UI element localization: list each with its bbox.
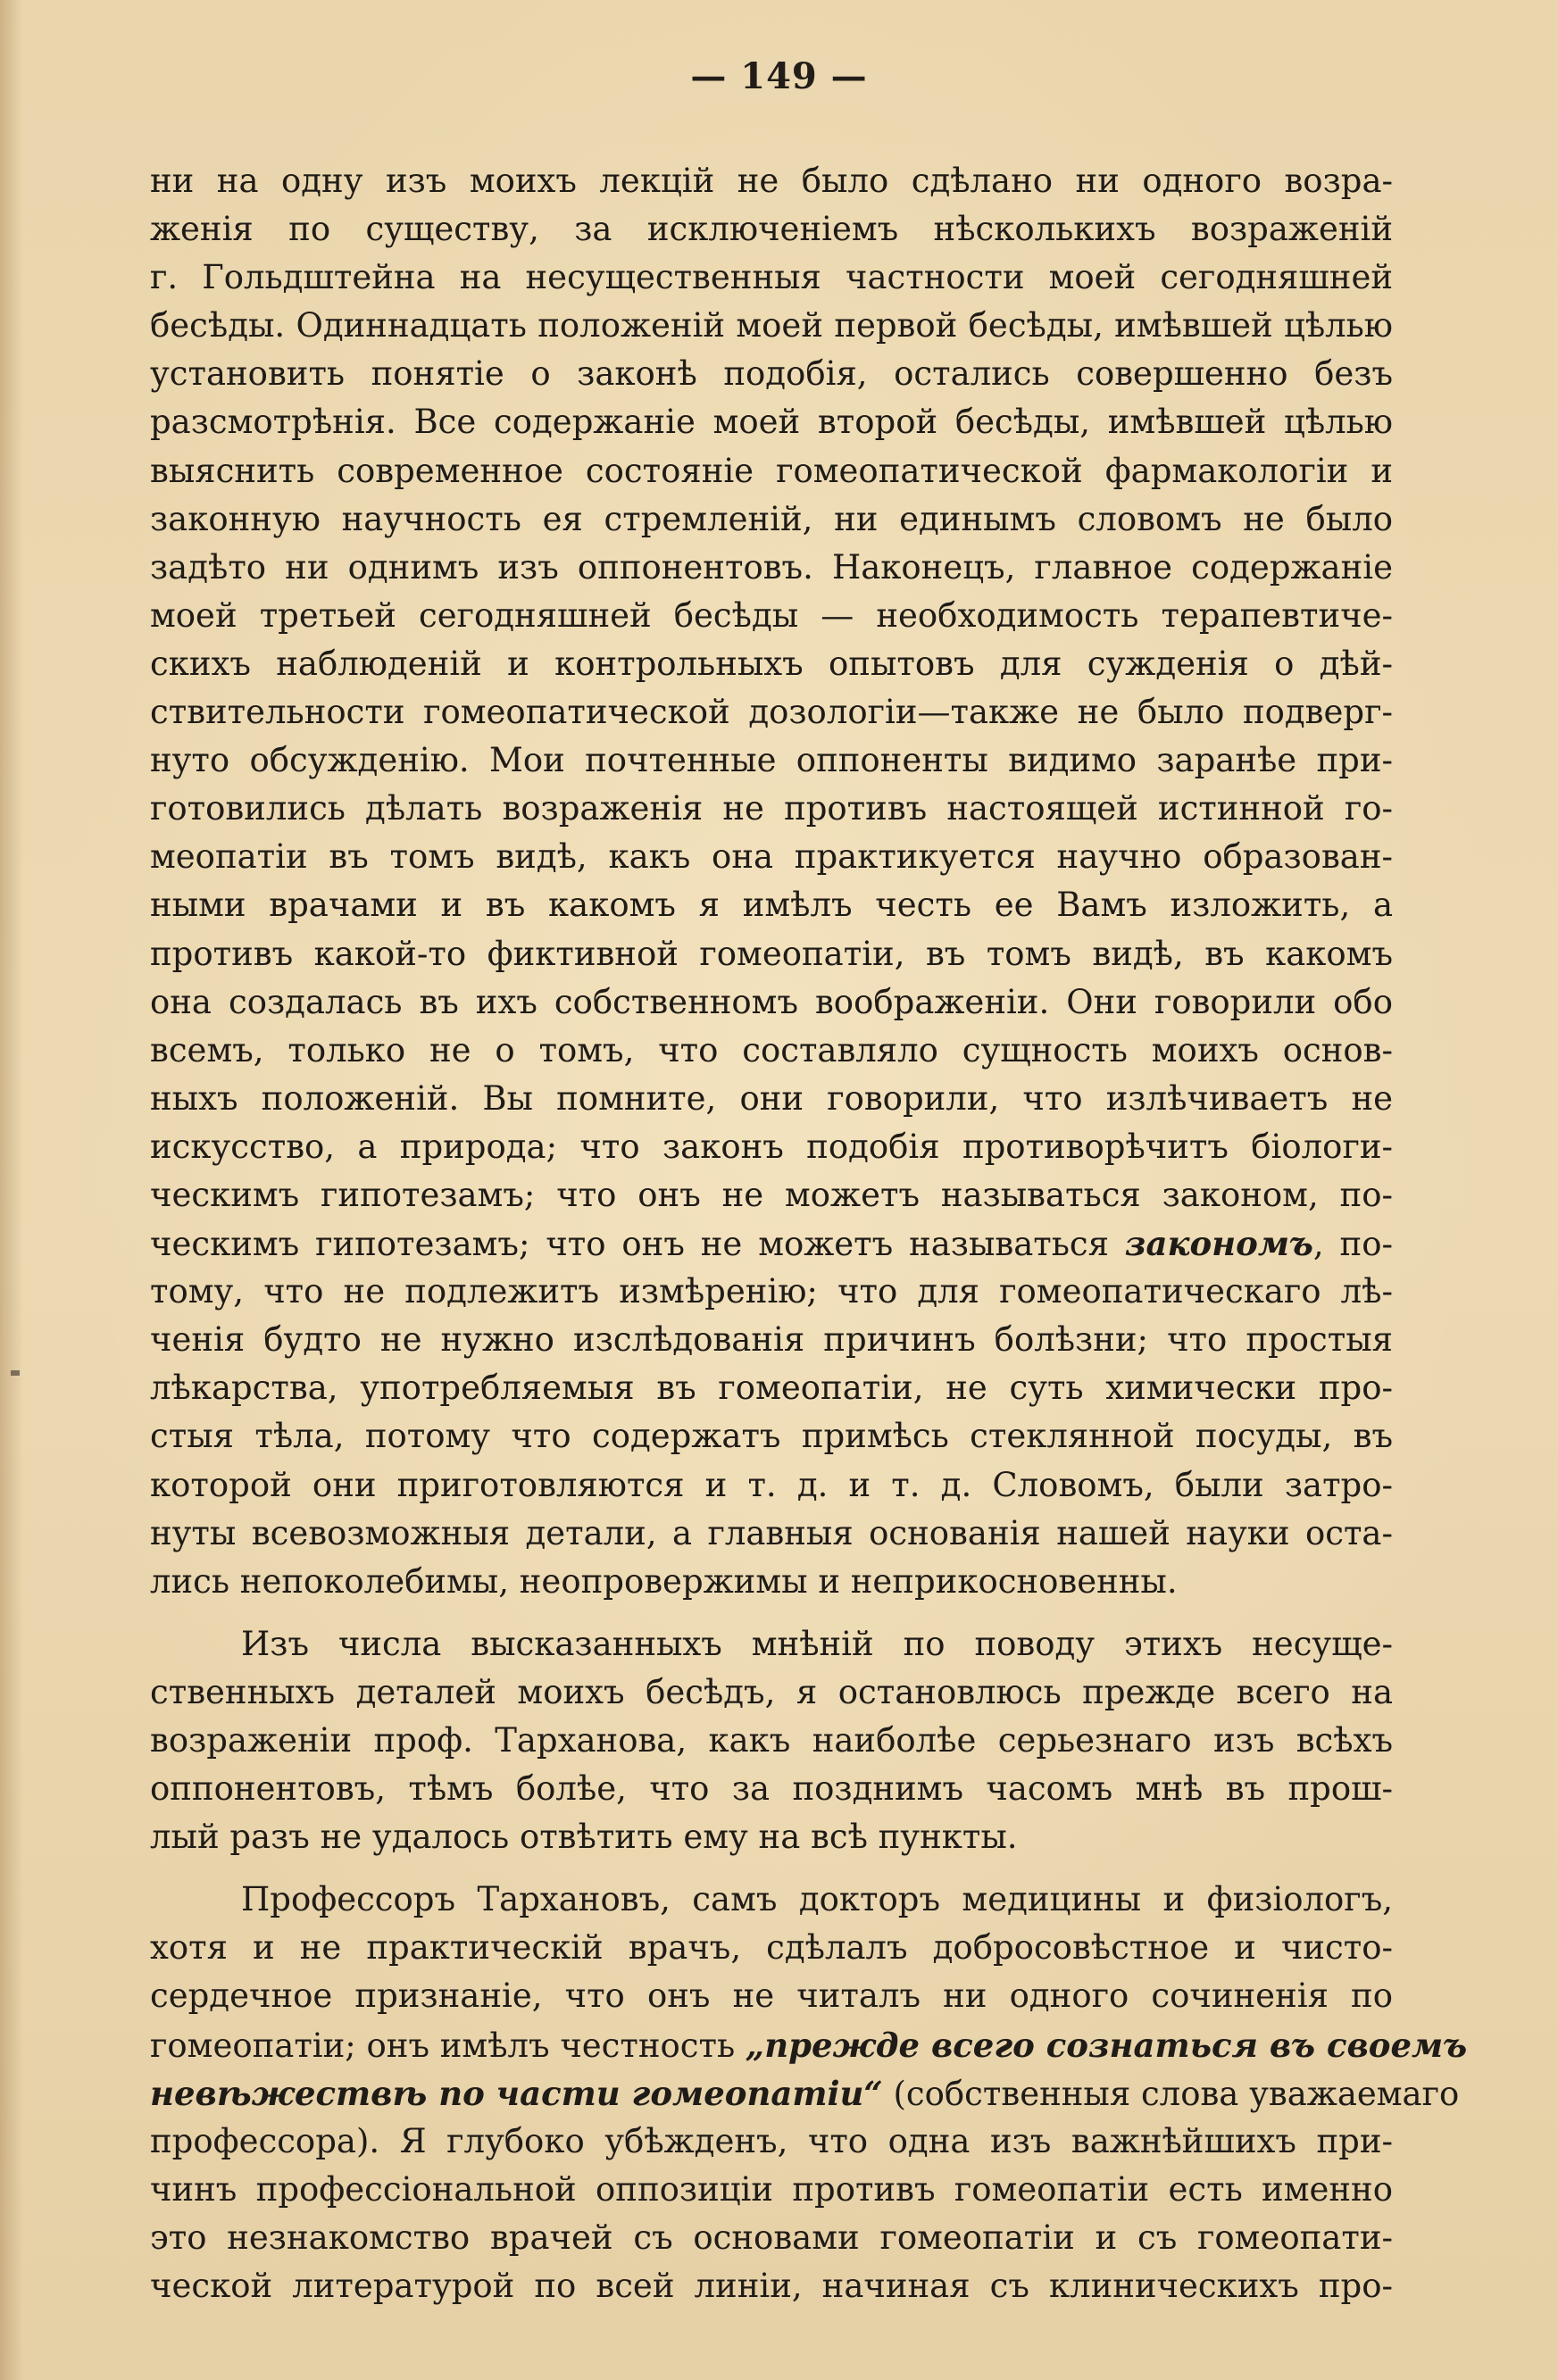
text-line: это незнакомство врачей съ основами гомеопатіи и съ гомеопати- bbox=[150, 2218, 1393, 2257]
text-line: ныхъ положеній. Вы помните, они говорили, что излѣчиваетъ не bbox=[150, 1078, 1393, 1118]
text-line: профессора). Я глубоко убѣжденъ, что одна изъ важнѣйшихъ при- bbox=[150, 2121, 1393, 2160]
text-line: задѣто ни однимъ изъ оппонентовъ. Наконецъ, главное содержаніе bbox=[150, 547, 1393, 587]
page-edge-shadow bbox=[0, 0, 23, 2380]
text-line: искусство, а природа; что законъ подобія противорѣчитъ біологи- bbox=[150, 1127, 1393, 1166]
text-line bbox=[150, 2069, 1460, 2118]
text-line: лый разъ не удалось отвѣтить ему на всѣ пункты. bbox=[150, 1818, 1018, 1857]
italic-emphasis: невѣжествѣ по части гомеопатіи“ bbox=[150, 2073, 883, 2113]
text-line: она создалась въ ихъ собственномъ воображеніи. Они говорили обо bbox=[150, 982, 1393, 1021]
text-line: оппонентовъ, тѣмъ болѣе, что за позднимъ часомъ мнѣ въ прош- bbox=[150, 1769, 1393, 1809]
text-line: установить понятіе о законѣ подобія, остались совершенно безъ bbox=[150, 354, 1393, 394]
text-segment: ческимъ гипотезамъ; что онъ не можетъ называться bbox=[150, 1225, 1125, 1264]
text-line: которой они приготовляются и т. д. и т. д. Словомъ, были затро- bbox=[150, 1465, 1393, 1504]
text-line: законную научность ея стремленій, ни единымъ словомъ не было bbox=[150, 499, 1393, 538]
text-line: ческой литературой по всей линіи, начиная съ клиническихъ про- bbox=[150, 2267, 1393, 2306]
text-line: нуто обсужденію. Мои почтенные оппоненты видимо заранѣе при- bbox=[150, 741, 1393, 780]
text-line: всемъ, только не о томъ, что составляло сущность моихъ основ- bbox=[150, 1030, 1393, 1069]
body-text bbox=[150, 157, 1468, 2310]
text-line: г. Гольдштейна на несущественныя частности моей сегодняшней bbox=[150, 258, 1393, 297]
text-line: скихъ наблюденій и контрольныхъ опытовъ для сужденія о дѣй- bbox=[150, 644, 1393, 683]
text-line bbox=[150, 1219, 1393, 1268]
text-segment: (собственныя слова уважаемаго bbox=[882, 2074, 1460, 2113]
text-line: ными врачами и въ какомъ я имѣлъ честь ее Вамъ изложить, а bbox=[150, 886, 1393, 925]
text-line: разсмотрѣнія. Все содержаніе моей второй бесѣды, имѣвшей цѣлью bbox=[150, 403, 1393, 442]
text-line: тому, что не подлежитъ измѣренію; что для гомеопатическаго лѣ- bbox=[150, 1272, 1393, 1311]
text-line: лись непоколебимы, неопровержимы и неприкосновенны. bbox=[150, 1561, 1178, 1601]
text-line: меопатіи въ томъ видѣ, какъ она практикуется научно образован- bbox=[150, 837, 1393, 877]
text-segment: , по- bbox=[1312, 1225, 1393, 1264]
text-line: женія по существу, за исключеніемъ нѣсколькихъ возраженій bbox=[150, 210, 1393, 249]
text-line: лѣкарства, употребляемыя въ гомеопатіи, не суть химически про- bbox=[150, 1369, 1393, 1408]
text-line: чинъ профессіональной оппозиціи противъ гомеопатіи есть именно bbox=[150, 2169, 1393, 2209]
page-number: — 149 — bbox=[690, 55, 868, 97]
text-line: ственныхъ деталей моихъ бесѣдъ, я остановлюсь прежде всего на bbox=[150, 1672, 1393, 1711]
text-line: выяснить современное состояніе гомеопатической фармакологіи и bbox=[150, 451, 1393, 490]
text-line: ченія будто не нужно изслѣдованія причинъ болѣзни; что простыя bbox=[150, 1320, 1393, 1360]
text-line: Профессоръ Тархановъ, самъ докторъ медицины и физіологъ, bbox=[241, 1880, 1393, 1919]
text-line: моей третьей сегодняшней бесѣды — необходимость терапевтиче- bbox=[150, 595, 1393, 635]
text-line: ни на одну изъ моихъ лекцій не было сдѣлано ни одного возра- bbox=[150, 162, 1393, 200]
text-line: ствительности гомеопатической дозологіи—также не было подверг- bbox=[150, 693, 1393, 732]
text-line: сердечное признаніе, что онъ не читалъ ни одного сочиненія по bbox=[150, 1976, 1393, 2016]
text-segment: гомеопатіи; онъ имѣлъ честность bbox=[150, 2026, 746, 2065]
text-line: бесѣды. Одиннадцать положеній моей первой бесѣды, имѣвшей цѣлью bbox=[150, 306, 1393, 345]
text-line: нуты всевозможныя детали, а главныя основанія нашей науки оста- bbox=[150, 1513, 1393, 1552]
ink-stain bbox=[11, 1370, 20, 1376]
text-line: хотя и не практическій врачъ, сдѣлалъ добросовѣстное и чисто- bbox=[150, 1928, 1393, 1968]
text-line: противъ какой-то фиктивной гомеопатіи, въ томъ видѣ, въ какомъ bbox=[150, 934, 1393, 973]
text-line: возраженіи проф. Тарханова, какъ наиболѣе серьезнаго изъ всѣхъ bbox=[150, 1721, 1393, 1760]
text-line bbox=[150, 2021, 1468, 2069]
italic-emphasis: „прежде всего сознаться въ своемъ bbox=[745, 2025, 1468, 2065]
text-line: стыя тѣла, потому что содержатъ примѣсь стеклянной посуды, въ bbox=[150, 1417, 1393, 1456]
text-line: ческимъ гипотезамъ; что онъ не можетъ называться законом, по- bbox=[150, 1175, 1393, 1214]
italic-emphasis: закономъ bbox=[1124, 1224, 1313, 1264]
text-line: готовились дѣлать возраженія не противъ настоящей истинной го- bbox=[150, 789, 1393, 828]
text-line: Изъ числа высказанныхъ мнѣній по поводу этихъ несуще- bbox=[241, 1624, 1393, 1663]
